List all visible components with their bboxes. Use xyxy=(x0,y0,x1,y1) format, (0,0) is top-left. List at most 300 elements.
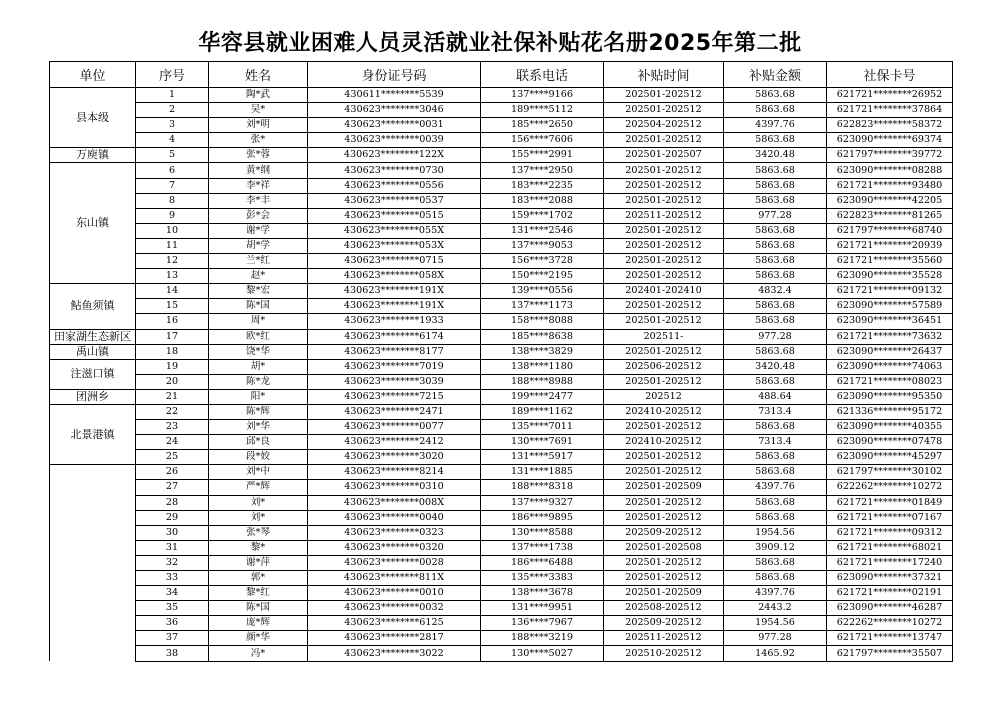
amount-cell: 4397.76 xyxy=(724,586,827,601)
name-cell: 严*辉 xyxy=(209,480,308,495)
name-cell: 颜*华 xyxy=(209,631,308,646)
table-row xyxy=(50,510,953,525)
phone-cell: 189****5112 xyxy=(481,103,604,118)
col-header-unit: 单位 xyxy=(50,62,136,88)
id-number-cell: 430623********7019 xyxy=(308,359,481,374)
table-row xyxy=(50,314,953,329)
id-number-cell: 430623********0556 xyxy=(308,178,481,193)
seq-cell: 4 xyxy=(136,133,209,148)
table-row xyxy=(50,208,953,223)
id-number-cell: 430623********6125 xyxy=(308,616,481,631)
name-cell: 黄*纲 xyxy=(209,163,308,178)
period-cell: 202510-202512 xyxy=(604,646,724,661)
table-row xyxy=(50,374,953,389)
period-cell: 202501-202512 xyxy=(604,314,724,329)
table-row xyxy=(50,254,953,269)
name-cell: 冯* xyxy=(209,646,308,661)
id-number-cell: 430623********191X xyxy=(308,299,481,314)
period-cell: 202501-202512 xyxy=(604,223,724,238)
card-number-cell: 621721********73632 xyxy=(827,329,953,344)
period-cell: 202501-202512 xyxy=(604,193,724,208)
roster-table xyxy=(49,61,953,662)
seq-cell: 1 xyxy=(136,88,209,103)
period-cell: 202501-202512 xyxy=(604,178,724,193)
period-cell: 202501-202512 xyxy=(604,103,724,118)
amount-cell: 5863.68 xyxy=(724,314,827,329)
period-cell: 202501-202512 xyxy=(604,269,724,284)
phone-cell: 137****1738 xyxy=(481,540,604,555)
table-row xyxy=(50,223,953,238)
unit-cell: 鲇鱼须镇 xyxy=(50,284,136,329)
name-cell: 黎*红 xyxy=(209,586,308,601)
amount-cell: 5863.68 xyxy=(724,374,827,389)
phone-cell: 131****9951 xyxy=(481,601,604,616)
id-number-cell: 430623********2471 xyxy=(308,404,481,419)
amount-cell: 1954.56 xyxy=(724,525,827,540)
name-cell: 庞*辉 xyxy=(209,616,308,631)
phone-cell: 131****2546 xyxy=(481,223,604,238)
period-cell: 202501-202512 xyxy=(604,163,724,178)
table-row xyxy=(50,88,953,103)
seq-cell: 19 xyxy=(136,359,209,374)
seq-cell: 8 xyxy=(136,193,209,208)
phone-cell: 130****7691 xyxy=(481,435,604,450)
card-number-cell: 623090********07478 xyxy=(827,435,953,450)
card-number-cell: 623090********95350 xyxy=(827,389,953,404)
seq-cell: 9 xyxy=(136,208,209,223)
seq-cell: 17 xyxy=(136,329,209,344)
phone-cell: 186****9895 xyxy=(481,510,604,525)
card-number-cell: 623090********26437 xyxy=(827,344,953,359)
table-row xyxy=(50,238,953,253)
table-row xyxy=(50,133,953,148)
seq-cell: 24 xyxy=(136,435,209,450)
name-cell: 胡*学 xyxy=(209,238,308,253)
table-row xyxy=(50,646,953,661)
name-cell: 邱*良 xyxy=(209,435,308,450)
col-header-name: 姓名 xyxy=(209,62,308,88)
card-number-cell: 622262********10272 xyxy=(827,616,953,631)
phone-cell: 188****8318 xyxy=(481,480,604,495)
period-cell: 202501-202512 xyxy=(604,510,724,525)
amount-cell: 1465.92 xyxy=(724,646,827,661)
name-cell: 张*琴 xyxy=(209,525,308,540)
table-row xyxy=(50,571,953,586)
name-cell: 郭* xyxy=(209,571,308,586)
period-cell: 202511- xyxy=(604,329,724,344)
name-cell: 欧*红 xyxy=(209,329,308,344)
amount-cell: 977.28 xyxy=(724,631,827,646)
seq-cell: 20 xyxy=(136,374,209,389)
table-row xyxy=(50,435,953,450)
table-row xyxy=(50,163,953,178)
unit-cell: 东山镇 xyxy=(50,163,136,284)
amount-cell: 3420.48 xyxy=(724,359,827,374)
phone-cell: 135****3383 xyxy=(481,571,604,586)
id-number-cell: 430623********0320 xyxy=(308,540,481,555)
phone-cell: 189****1162 xyxy=(481,404,604,419)
amount-cell: 5863.68 xyxy=(724,88,827,103)
seq-cell: 22 xyxy=(136,404,209,419)
amount-cell: 5863.68 xyxy=(724,269,827,284)
period-cell: 202501-202509 xyxy=(604,586,724,601)
unit-cell: 万庾镇 xyxy=(50,148,136,163)
table-row xyxy=(50,299,953,314)
seq-cell: 13 xyxy=(136,269,209,284)
amount-cell: 5863.68 xyxy=(724,163,827,178)
period-cell: 202501-202512 xyxy=(604,420,724,435)
seq-cell: 33 xyxy=(136,571,209,586)
phone-cell: 183****2088 xyxy=(481,193,604,208)
table-row xyxy=(50,450,953,465)
name-cell: 阳* xyxy=(209,389,308,404)
amount-cell: 5863.68 xyxy=(724,133,827,148)
table-row xyxy=(50,193,953,208)
name-cell: 陈*龙 xyxy=(209,374,308,389)
phone-cell: 199****2477 xyxy=(481,389,604,404)
period-cell: 202504-202512 xyxy=(604,118,724,133)
id-number-cell: 430623********0515 xyxy=(308,208,481,223)
card-number-cell: 621797********39772 xyxy=(827,148,953,163)
period-cell: 202509-202512 xyxy=(604,616,724,631)
card-number-cell: 621797********68740 xyxy=(827,223,953,238)
table-row xyxy=(50,525,953,540)
table-row xyxy=(50,329,953,344)
period-cell: 202501-202512 xyxy=(604,571,724,586)
seq-cell: 2 xyxy=(136,103,209,118)
amount-cell: 3420.48 xyxy=(724,148,827,163)
card-number-cell: 623090********74063 xyxy=(827,359,953,374)
card-number-cell: 621721********13747 xyxy=(827,631,953,646)
id-number-cell: 430623********0039 xyxy=(308,133,481,148)
seq-cell: 15 xyxy=(136,299,209,314)
card-number-cell: 623090********45297 xyxy=(827,450,953,465)
seq-cell: 34 xyxy=(136,586,209,601)
header-row xyxy=(50,62,953,88)
phone-cell: 131****5917 xyxy=(481,450,604,465)
name-cell: 李*祥 xyxy=(209,178,308,193)
amount-cell: 3909.12 xyxy=(724,540,827,555)
name-cell: 刘*华 xyxy=(209,420,308,435)
name-cell: 赵* xyxy=(209,269,308,284)
id-number-cell: 430623********3020 xyxy=(308,450,481,465)
name-cell: 谢*学 xyxy=(209,223,308,238)
amount-cell: 5863.68 xyxy=(724,510,827,525)
card-number-cell: 623090********46287 xyxy=(827,601,953,616)
name-cell: 陈*辉 xyxy=(209,404,308,419)
amount-cell: 5863.68 xyxy=(724,238,827,253)
period-cell: 202501-202508 xyxy=(604,540,724,555)
card-number-cell: 621721********20939 xyxy=(827,238,953,253)
period-cell: 202501-202509 xyxy=(604,480,724,495)
unit-cell: 田家湖生态新区 xyxy=(50,329,136,344)
card-number-cell: 621721********93480 xyxy=(827,178,953,193)
seq-cell: 37 xyxy=(136,631,209,646)
col-header-amount: 补贴金额 xyxy=(724,62,827,88)
amount-cell: 5863.68 xyxy=(724,344,827,359)
name-cell: 李*丰 xyxy=(209,193,308,208)
table-row xyxy=(50,631,953,646)
period-cell: 202506-202512 xyxy=(604,359,724,374)
period-cell: 202501-202512 xyxy=(604,299,724,314)
id-number-cell: 430623********058X xyxy=(308,269,481,284)
phone-cell: 135****7011 xyxy=(481,420,604,435)
card-number-cell: 623090********57589 xyxy=(827,299,953,314)
phone-cell: 136****7967 xyxy=(481,616,604,631)
col-header-phone: 联系电话 xyxy=(481,62,604,88)
table-row xyxy=(50,178,953,193)
seq-cell: 27 xyxy=(136,480,209,495)
seq-cell: 31 xyxy=(136,540,209,555)
period-cell: 202501-202512 xyxy=(604,495,724,510)
seq-cell: 18 xyxy=(136,344,209,359)
amount-cell: 5863.68 xyxy=(724,254,827,269)
unit-cell xyxy=(50,465,136,661)
period-cell: 202401-202410 xyxy=(604,284,724,299)
period-cell: 202512 xyxy=(604,389,724,404)
amount-cell: 5863.68 xyxy=(724,420,827,435)
seq-cell: 23 xyxy=(136,420,209,435)
phone-cell: 137****9166 xyxy=(481,88,604,103)
period-cell: 202501-202512 xyxy=(604,555,724,570)
amount-cell: 7313.4 xyxy=(724,404,827,419)
card-number-cell: 622823********81265 xyxy=(827,208,953,223)
table-row xyxy=(50,148,953,163)
amount-cell: 5863.68 xyxy=(724,103,827,118)
card-number-cell: 621336********95172 xyxy=(827,404,953,419)
period-cell: 202501-202512 xyxy=(604,374,724,389)
card-number-cell: 621721********08023 xyxy=(827,374,953,389)
phone-cell: 158****8088 xyxy=(481,314,604,329)
phone-cell: 156****7606 xyxy=(481,133,604,148)
name-cell: 饶*华 xyxy=(209,344,308,359)
period-cell: 202501-202512 xyxy=(604,465,724,480)
table-row xyxy=(50,344,953,359)
amount-cell: 977.28 xyxy=(724,208,827,223)
id-number-cell: 430623********7215 xyxy=(308,389,481,404)
table-body xyxy=(50,88,953,662)
id-number-cell: 430623********8177 xyxy=(308,344,481,359)
id-number-cell: 430623********0537 xyxy=(308,193,481,208)
unit-cell: 禹山镇 xyxy=(50,344,136,359)
id-number-cell: 430623********0028 xyxy=(308,555,481,570)
phone-cell: 183****2235 xyxy=(481,178,604,193)
phone-cell: 137****1173 xyxy=(481,299,604,314)
name-cell: 周* xyxy=(209,314,308,329)
phone-cell: 188****3219 xyxy=(481,631,604,646)
card-number-cell: 621721********02191 xyxy=(827,586,953,601)
seq-cell: 36 xyxy=(136,616,209,631)
id-number-cell: 430623********1933 xyxy=(308,314,481,329)
amount-cell: 4832.4 xyxy=(724,284,827,299)
id-number-cell: 430623********008X xyxy=(308,495,481,510)
id-number-cell: 430623********122X xyxy=(308,148,481,163)
phone-cell: 138****3829 xyxy=(481,344,604,359)
table-row xyxy=(50,420,953,435)
name-cell: 黎* xyxy=(209,540,308,555)
name-cell: 兰*红 xyxy=(209,254,308,269)
period-cell: 202511-202512 xyxy=(604,208,724,223)
amount-cell: 5863.68 xyxy=(724,299,827,314)
table-row xyxy=(50,404,953,419)
id-number-cell: 430623********3022 xyxy=(308,646,481,661)
amount-cell: 1954.56 xyxy=(724,616,827,631)
amount-cell: 5863.68 xyxy=(724,571,827,586)
amount-cell: 5863.68 xyxy=(724,193,827,208)
amount-cell: 5863.68 xyxy=(724,178,827,193)
id-number-cell: 430623********2412 xyxy=(308,435,481,450)
table-row xyxy=(50,284,953,299)
seq-cell: 35 xyxy=(136,601,209,616)
name-cell: 彭*会 xyxy=(209,208,308,223)
card-number-cell: 621721********35560 xyxy=(827,254,953,269)
card-number-cell: 621721********68021 xyxy=(827,540,953,555)
amount-cell: 977.28 xyxy=(724,329,827,344)
amount-cell: 5863.68 xyxy=(724,465,827,480)
phone-cell: 139****0556 xyxy=(481,284,604,299)
card-number-cell: 623090********08288 xyxy=(827,163,953,178)
id-number-cell: 430623********0323 xyxy=(308,525,481,540)
seq-cell: 5 xyxy=(136,148,209,163)
id-number-cell: 430623********3046 xyxy=(308,103,481,118)
table-row xyxy=(50,269,953,284)
id-number-cell: 430623********0032 xyxy=(308,601,481,616)
col-header-period: 补贴时间 xyxy=(604,62,724,88)
phone-cell: 137****2950 xyxy=(481,163,604,178)
phone-cell: 137****9327 xyxy=(481,495,604,510)
phone-cell: 156****3728 xyxy=(481,254,604,269)
table-row xyxy=(50,555,953,570)
amount-cell: 5863.68 xyxy=(724,495,827,510)
phone-cell: 138****1180 xyxy=(481,359,604,374)
phone-cell: 130****8588 xyxy=(481,525,604,540)
id-number-cell: 430623********811X xyxy=(308,571,481,586)
seq-cell: 28 xyxy=(136,495,209,510)
seq-cell: 25 xyxy=(136,450,209,465)
period-cell: 202501-202512 xyxy=(604,88,724,103)
name-cell: 陶*武 xyxy=(209,88,308,103)
id-number-cell: 430623********0715 xyxy=(308,254,481,269)
period-cell: 202501-202512 xyxy=(604,254,724,269)
period-cell: 202511-202512 xyxy=(604,631,724,646)
name-cell: 谢*萍 xyxy=(209,555,308,570)
period-cell: 202508-202512 xyxy=(604,601,724,616)
amount-cell: 5863.68 xyxy=(724,223,827,238)
col-header-seq: 序号 xyxy=(136,62,209,88)
amount-cell: 488.64 xyxy=(724,389,827,404)
id-number-cell: 430623********191X xyxy=(308,284,481,299)
unit-cell: 县本级 xyxy=(50,88,136,148)
unit-cell: 北景港镇 xyxy=(50,404,136,464)
card-number-cell: 621721********09312 xyxy=(827,525,953,540)
id-number-cell: 430623********0031 xyxy=(308,118,481,133)
seq-cell: 12 xyxy=(136,254,209,269)
card-number-cell: 623090********40355 xyxy=(827,420,953,435)
name-cell: 刘* xyxy=(209,510,308,525)
phone-cell: 150****2195 xyxy=(481,269,604,284)
seq-cell: 30 xyxy=(136,525,209,540)
table-row xyxy=(50,601,953,616)
id-number-cell: 430623********0010 xyxy=(308,586,481,601)
phone-cell: 185****8638 xyxy=(481,329,604,344)
amount-cell: 4397.76 xyxy=(724,480,827,495)
card-number-cell: 623090********42205 xyxy=(827,193,953,208)
card-number-cell: 623090********37321 xyxy=(827,571,953,586)
seq-cell: 10 xyxy=(136,223,209,238)
id-number-cell: 430623********6174 xyxy=(308,329,481,344)
seq-cell: 14 xyxy=(136,284,209,299)
card-number-cell: 622262********10272 xyxy=(827,480,953,495)
seq-cell: 3 xyxy=(136,118,209,133)
seq-cell: 6 xyxy=(136,163,209,178)
phone-cell: 186****6488 xyxy=(481,555,604,570)
phone-cell: 159****1702 xyxy=(481,208,604,223)
amount-cell: 5863.68 xyxy=(724,450,827,465)
phone-cell: 131****1885 xyxy=(481,465,604,480)
name-cell: 胡* xyxy=(209,359,308,374)
seq-cell: 32 xyxy=(136,555,209,570)
seq-cell: 29 xyxy=(136,510,209,525)
amount-cell: 5863.68 xyxy=(724,555,827,570)
card-number-cell: 623090********36451 xyxy=(827,314,953,329)
card-number-cell: 621721********07167 xyxy=(827,510,953,525)
period-cell: 202501-202507 xyxy=(604,148,724,163)
phone-cell: 188****8988 xyxy=(481,374,604,389)
id-number-cell: 430623********0310 xyxy=(308,480,481,495)
amount-cell: 7313.4 xyxy=(724,435,827,450)
col-header-id-number: 身份证号码 xyxy=(308,62,481,88)
card-number-cell: 622823********58372 xyxy=(827,118,953,133)
id-number-cell: 430623********0077 xyxy=(308,420,481,435)
name-cell: 张*蓉 xyxy=(209,148,308,163)
name-cell: 陈*国 xyxy=(209,299,308,314)
table-row xyxy=(50,480,953,495)
id-number-cell: 430611********5539 xyxy=(308,88,481,103)
phone-cell: 155****2991 xyxy=(481,148,604,163)
seq-cell: 38 xyxy=(136,646,209,661)
name-cell: 刘*中 xyxy=(209,465,308,480)
table-row xyxy=(50,465,953,480)
table-row xyxy=(50,103,953,118)
phone-cell: 137****9053 xyxy=(481,238,604,253)
seq-cell: 7 xyxy=(136,178,209,193)
id-number-cell: 430623********053X xyxy=(308,238,481,253)
name-cell: 段*姣 xyxy=(209,450,308,465)
period-cell: 202501-202512 xyxy=(604,133,724,148)
table-row xyxy=(50,586,953,601)
card-number-cell: 621797********30102 xyxy=(827,465,953,480)
card-number-cell: 621721********09132 xyxy=(827,284,953,299)
period-cell: 202501-202512 xyxy=(604,344,724,359)
unit-cell: 注滋口镇 xyxy=(50,359,136,389)
period-cell: 202501-202512 xyxy=(604,450,724,465)
seq-cell: 16 xyxy=(136,314,209,329)
name-cell: 陈*国 xyxy=(209,601,308,616)
card-number-cell: 621721********26952 xyxy=(827,88,953,103)
id-number-cell: 430623********055X xyxy=(308,223,481,238)
id-number-cell: 430623********2817 xyxy=(308,631,481,646)
period-cell: 202410-202512 xyxy=(604,404,724,419)
card-number-cell: 623090********69374 xyxy=(827,133,953,148)
name-cell: 黎*宏 xyxy=(209,284,308,299)
period-cell: 202501-202512 xyxy=(604,238,724,253)
card-number-cell: 623090********35528 xyxy=(827,269,953,284)
seq-cell: 11 xyxy=(136,238,209,253)
period-cell: 202410-202512 xyxy=(604,435,724,450)
phone-cell: 130****5027 xyxy=(481,646,604,661)
unit-cell: 团洲乡 xyxy=(50,389,136,404)
name-cell: 刘* xyxy=(209,495,308,510)
